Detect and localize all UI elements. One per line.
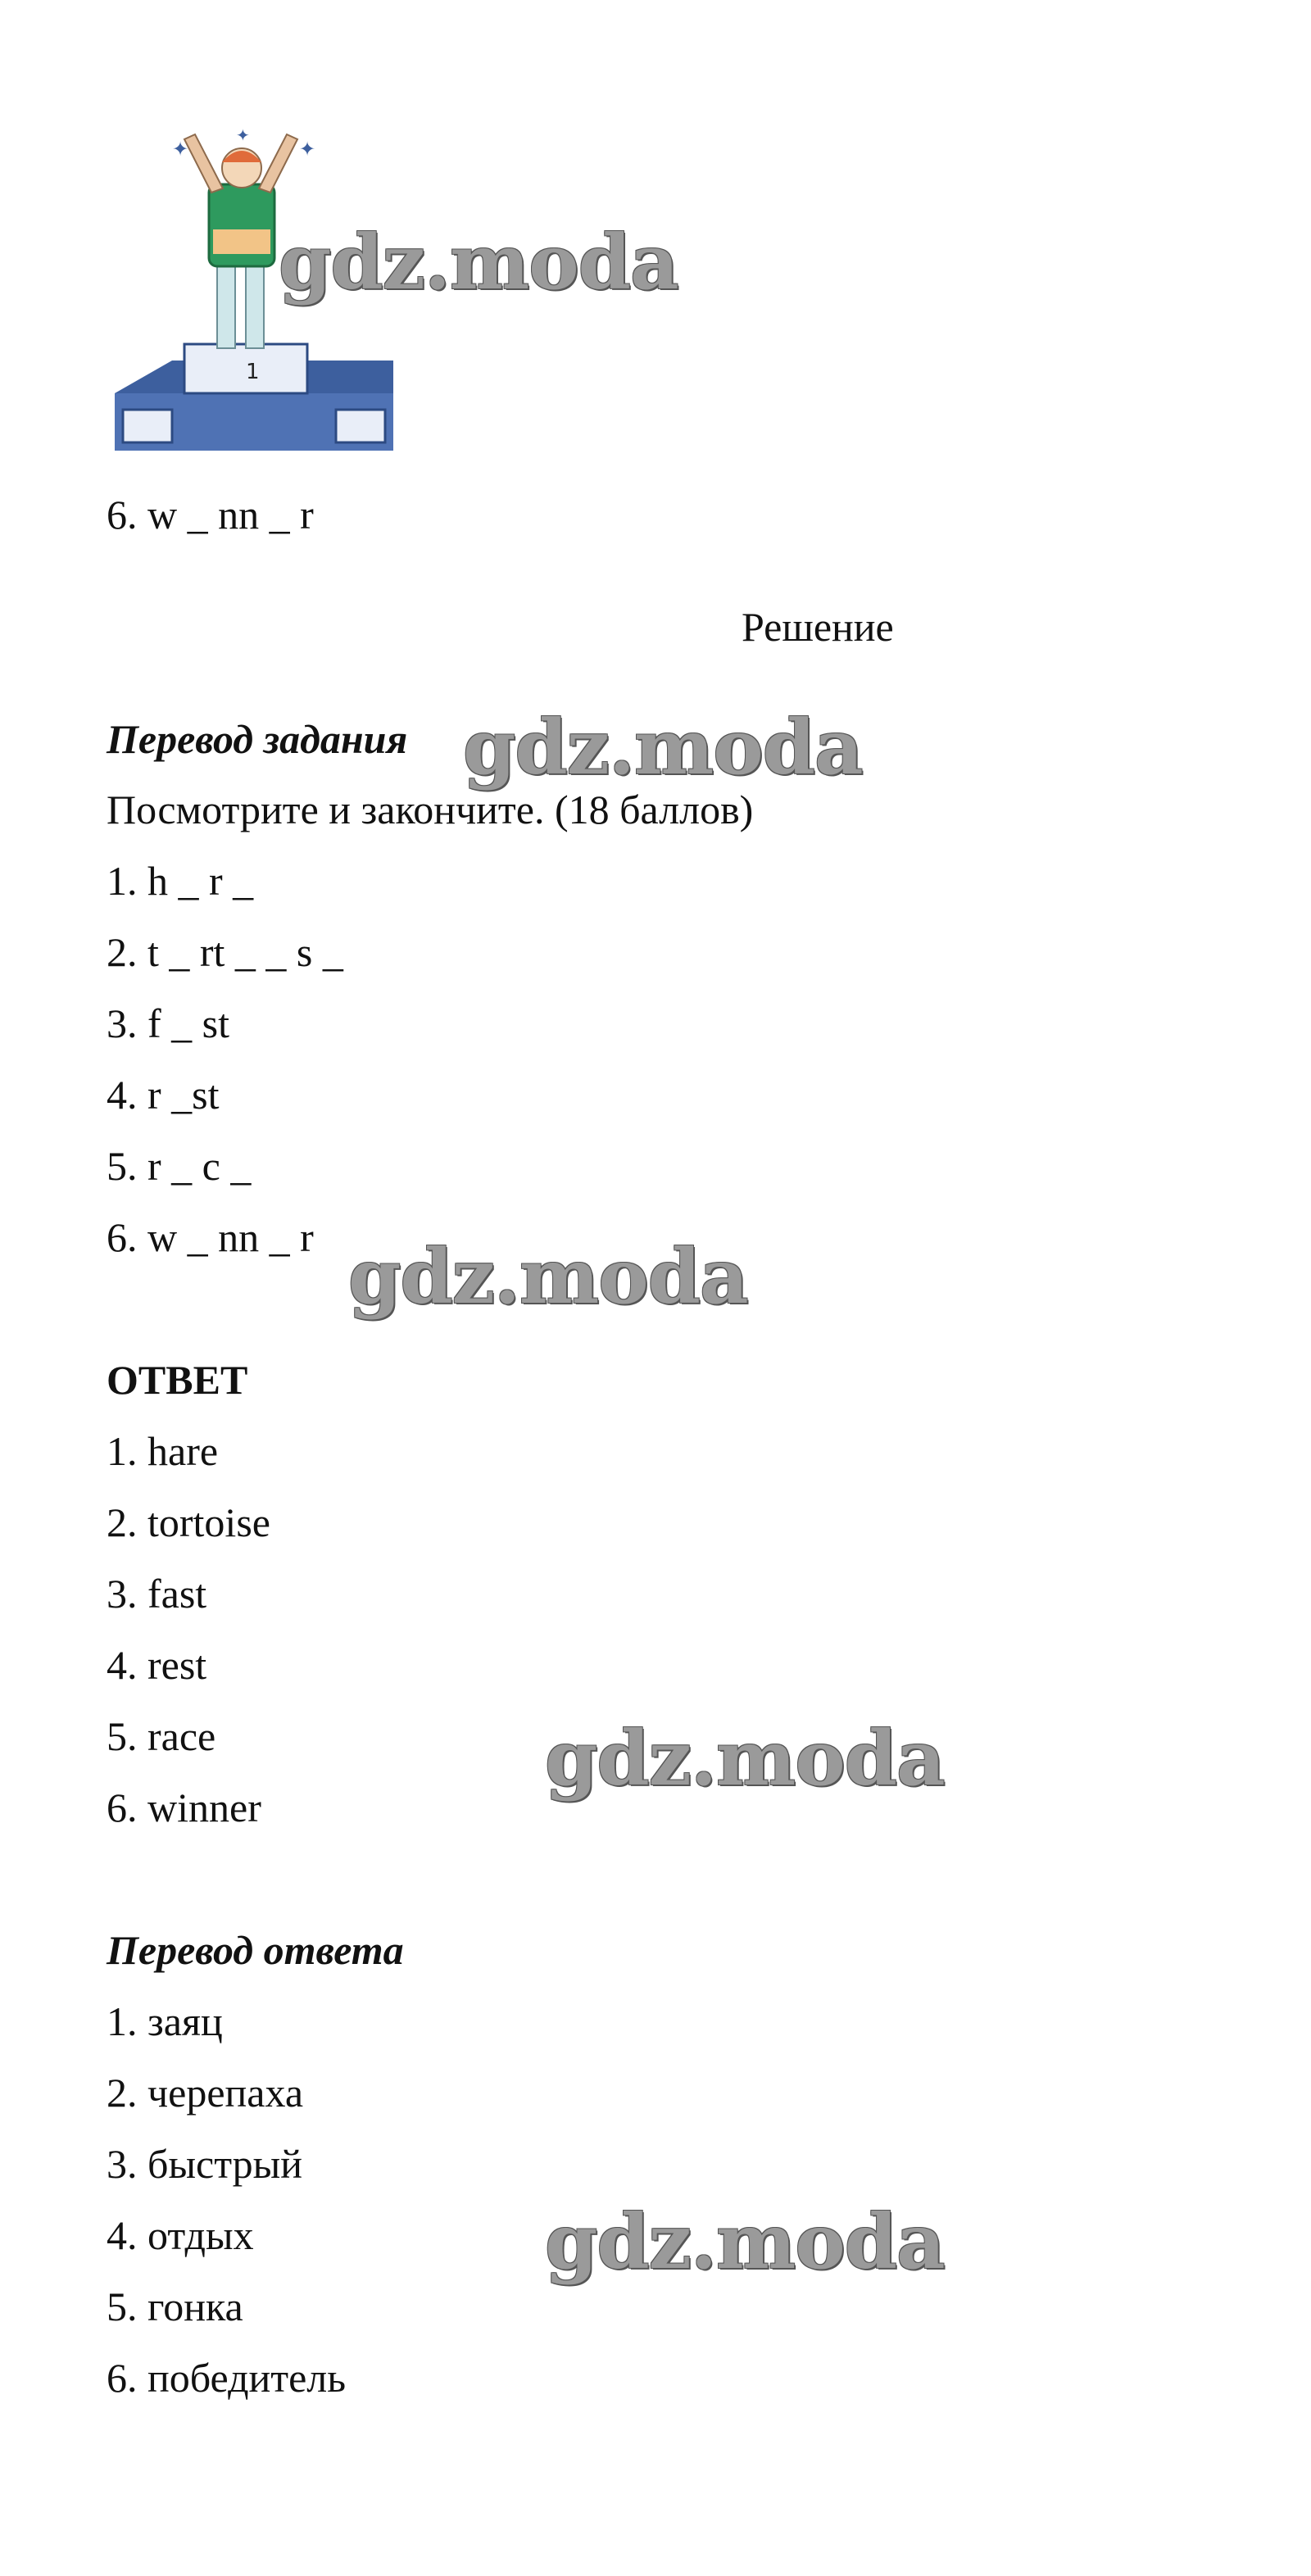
answer-item: 3. fast xyxy=(107,1571,207,1617)
answer-item: 6. winner xyxy=(107,1785,261,1830)
task-item: 3. f _ st xyxy=(107,1000,229,1046)
answer-item: 1. hare xyxy=(107,1428,219,1474)
task-item: 6. w _ nn _ r xyxy=(107,1214,314,1260)
answer-translation-item: 5. гонка xyxy=(107,2283,243,2329)
task-item: 2. t _ rt _ _ s _ xyxy=(107,929,343,975)
answer-item: 2. tortoise xyxy=(107,1499,270,1545)
svg-text:✦: ✦ xyxy=(172,139,189,161)
answer-item: 4. rest xyxy=(107,1642,207,1688)
answer-translation-item: 2. черепаха xyxy=(107,2070,304,2116)
answer-heading: ОТВЕТ xyxy=(107,1357,248,1403)
top-item: 6. w _ nn _ r xyxy=(107,492,314,537)
watermark: gdz.moda xyxy=(279,218,678,306)
answer-translation-item: 1. заяц xyxy=(107,1998,223,2044)
task-instruction: Посмотрите и закончите. (18 баллов) xyxy=(107,787,754,832)
svg-text:✦: ✦ xyxy=(299,139,316,161)
watermark: gdz.moda xyxy=(545,1714,945,1803)
task-item: 4. r _st xyxy=(107,1072,220,1118)
answer-translation-item: 4. отдых xyxy=(107,2212,254,2258)
svg-text:✦: ✦ xyxy=(236,127,250,145)
solution-label: Решение xyxy=(742,604,894,650)
watermark: gdz.moda xyxy=(463,703,863,791)
task-translation-heading: Перевод задания xyxy=(107,716,408,762)
watermark: gdz.moda xyxy=(348,1232,748,1321)
answer-translation-item: 6. победитель xyxy=(107,2355,347,2401)
task-item: 1. h _ r _ xyxy=(107,858,254,904)
watermark: gdz.moda xyxy=(545,2197,945,2286)
answer-item: 5. race xyxy=(107,1713,216,1759)
task-item: 5. r _ c _ xyxy=(107,1143,252,1189)
answer-translation-item: 3. быстрый xyxy=(107,2141,303,2187)
svg-text:1: 1 xyxy=(246,360,260,384)
answer-translation-heading: Перевод ответа xyxy=(107,1927,404,1973)
